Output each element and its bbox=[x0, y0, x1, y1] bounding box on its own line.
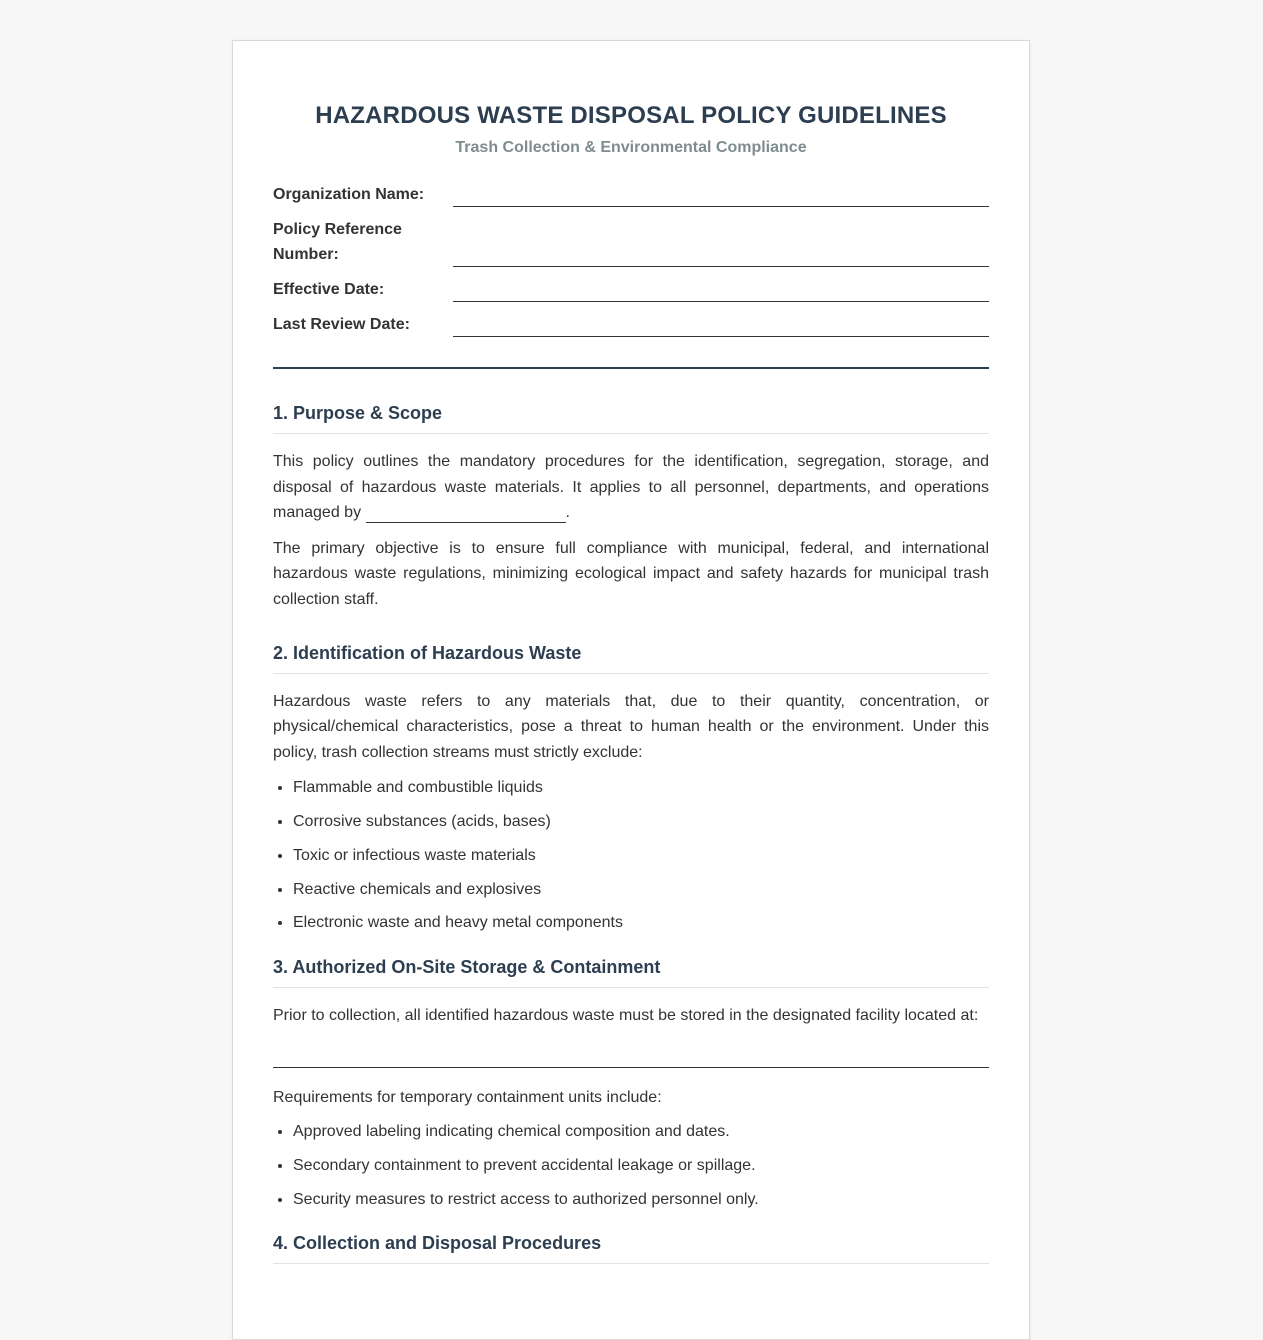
policy-reference-blank[interactable] bbox=[453, 242, 989, 267]
section-storage-paragraph-2: Requirements for temporary containment units include: bbox=[273, 1088, 662, 1106]
last-review-date-label: Last Review Date: bbox=[273, 316, 410, 333]
purpose-paragraph-1-text: This policy outlines the mandatory procedures for the identification, segregation, storage, and disposal of hazardous waste materials. It applies to all personnel, departments, and operations managed by bbox=[273, 453, 989, 522]
header-fields bbox=[273, 182, 989, 337]
managed-by-blank[interactable] bbox=[366, 504, 566, 523]
list-item: • Secondary containment to prevent accidental leakage or spillage. bbox=[293, 1153, 989, 1179]
section-storage-paragraph-1: Prior to collection, all identified hazardous waste must be stored in the designated facility located at: bbox=[273, 1007, 979, 1025]
containment-requirements-list bbox=[273, 1119, 989, 1212]
policy-reference-row bbox=[273, 217, 989, 267]
list-item: • Approved labeling indicating chemical composition and dates. bbox=[293, 1119, 989, 1145]
organization-name-row bbox=[273, 182, 989, 207]
storage-location-blank[interactable] bbox=[273, 1067, 989, 1068]
last-review-date-row bbox=[273, 312, 989, 337]
effective-date-row bbox=[273, 277, 989, 302]
list-item: • Reactive chemicals and explosives bbox=[293, 877, 989, 903]
section-identification-heading: 2. Identification of Hazardous Waste bbox=[273, 641, 989, 674]
excluded-materials-list bbox=[273, 775, 989, 936]
section-purpose-paragraph-1 bbox=[273, 449, 989, 526]
last-review-date-blank[interactable] bbox=[453, 312, 989, 337]
section-purpose-paragraph-2: The primary objective is to ensure full compliance with municipal, federal, and international hazardous waste regulations, minimizing ecological impact and safety hazards for municipal trash collection staff. bbox=[273, 539, 989, 608]
list-item: • Corrosive substances (acids, bases) bbox=[293, 809, 989, 835]
effective-date-label: Effective Date: bbox=[273, 281, 385, 298]
section-collection-heading: 4. Collection and Disposal Procedures bbox=[273, 1231, 989, 1264]
list-item: • Toxic or infectious waste materials bbox=[293, 843, 989, 869]
section-identification-paragraph: Hazardous waste refers to any materials that, due to their quantity, concentration, or physical/chemical characteristics, pose a threat to human health or the environment. Under this policy, trash collection streams must strictly exclude: bbox=[273, 692, 989, 761]
effective-date-blank[interactable] bbox=[453, 277, 989, 302]
document-subtitle: Trash Collection & Environmental Compliance bbox=[455, 139, 807, 156]
organization-name-blank[interactable] bbox=[453, 182, 989, 207]
section-purpose-heading: 1. Purpose & Scope bbox=[273, 401, 989, 434]
purpose-paragraph-1-end: . bbox=[565, 504, 570, 522]
section-storage-heading: 3. Authorized On-Site Storage & Containment bbox=[273, 955, 989, 988]
header-divider bbox=[273, 367, 989, 369]
policy-reference-label: Policy Reference Number: bbox=[273, 221, 402, 263]
list-item: • Flammable and combustible liquids bbox=[293, 775, 989, 801]
list-item: • Electronic waste and heavy metal components bbox=[293, 910, 989, 936]
policy-document-page bbox=[232, 40, 1030, 1340]
list-item: • Security measures to restrict access to authorized personnel only. bbox=[293, 1187, 989, 1213]
document-title: HAZARDOUS WASTE DISPOSAL POLICY GUIDELINES bbox=[315, 102, 947, 129]
organization-name-label: Organization Name: bbox=[273, 186, 425, 203]
